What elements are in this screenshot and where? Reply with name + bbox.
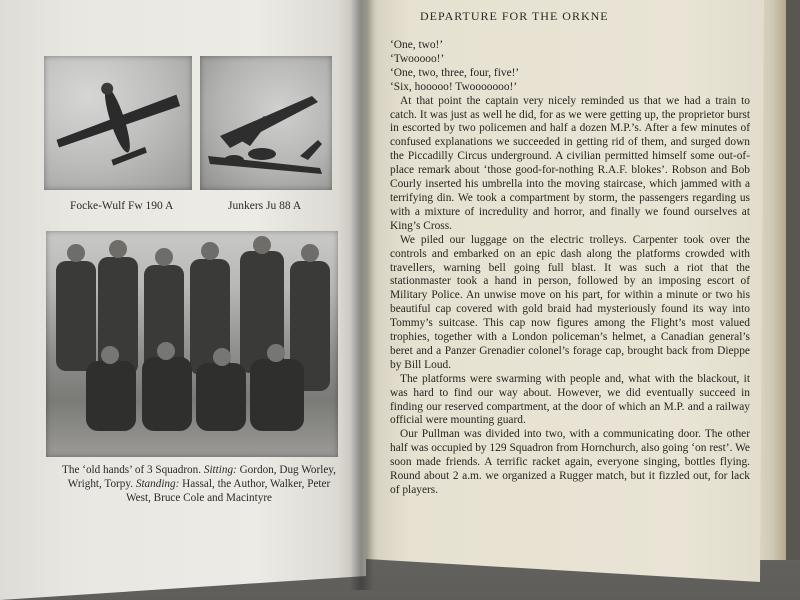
photo-ju88 xyxy=(200,56,332,190)
fw190-aircraft-illustration xyxy=(44,56,192,190)
dialogue-line: ‘One, two, three, four, five!’ xyxy=(390,66,520,79)
paragraph: At that point the captain very nicely reminded us that we had a train to catch. It was just as well he did, for as we were getting up, the proprietor burst in escorted by two policemen and half a dozen M.P.’s. After a few minutes of confused explanations we succeeded in getting rid of them, and surged down the Piccadilly Circus underground. A civilian permitted himself some out-of-place remark about ‘those good-for-nothing R.A.F. blokes’. Robson and Bob Courly inserted his umbrella into the moving staircase, which jammed with a terrifying din. We took a compartment by storm, the passengers regarding us with a mixture of incredulity and horror, and finally we found ourselves at King’s Cross. xyxy=(390,94,750,232)
caption-squadron-lead: The ‘old hands’ of 3 Squadron. xyxy=(62,464,202,476)
paragraph: We piled our luggage on the electric trolleys. Carpenter took over the controls and embarked on an epic dash along the platforms crowded with travellers, warning bell going full blast. It was such a riot that the stationmaster took a hand in person, followed by an imposing escort of Military Police. An unwise move on his part, for within a minute or two his beautiful cap covered with gold braid had mysteriously found its way into Tommy’s suitcase. This cap now figures among the Flight’s most valued trophies, together with a London policeman’s helmet, a Canadian general’s beret and a Panzer Grenadier colonel’s forage cap, brought back from Dieppe by Bill Loud. xyxy=(390,233,750,371)
caption-sitting-names: Gordon, Dug Worley, Wright, Torpy. xyxy=(67,464,336,490)
dialogue-line: ‘One, two!’ xyxy=(390,39,444,51)
right-page-body xyxy=(390,39,750,498)
dialogue-line: ‘Twooooo!’ xyxy=(390,52,445,65)
dialogue-line: ‘Six, hooooo! Twooooooo!’ xyxy=(390,80,518,93)
paragraph: Our Pullman was divided into two, with a communicating door. The other half was occupied by 129 Squadron from Hornchurch, also going ‘on rest’. We soon made friends. A terrific racket again, everyone singing, bottles flying. Round about 2 a.m. we organized a Rugger match, but it fizzled out, for lack of players. xyxy=(390,428,750,496)
squadron-group-illustration xyxy=(46,231,338,457)
book-cover-edge xyxy=(786,0,800,560)
photo-fw190 xyxy=(44,56,192,190)
caption-squadron xyxy=(56,463,342,505)
running-head: DEPARTURE FOR THE ORKNE xyxy=(420,9,609,23)
caption-standing-label: Standing: xyxy=(135,478,180,490)
caption-fw190: Focke-Wulf Fw 190 A xyxy=(70,200,174,212)
caption-ju88: Junkers Ju 88 A xyxy=(228,200,302,212)
book-gutter xyxy=(350,0,374,590)
caption-standing-names: Hassal, the Author, Walker, Peter West, Bruce Cole and Macintyre xyxy=(125,478,331,504)
photo-squadron-group xyxy=(46,231,338,457)
ju88-aircraft-illustration xyxy=(200,56,332,190)
caption-sitting-label: Sitting: xyxy=(203,464,237,476)
paragraph: The platforms were swarming with people and, what with the blackout, it was hard to find our way about. However, we did eventually succeed in finding our reserved compartment, at the door of which an M.P. and a railway official were mounting guard. xyxy=(390,372,750,427)
